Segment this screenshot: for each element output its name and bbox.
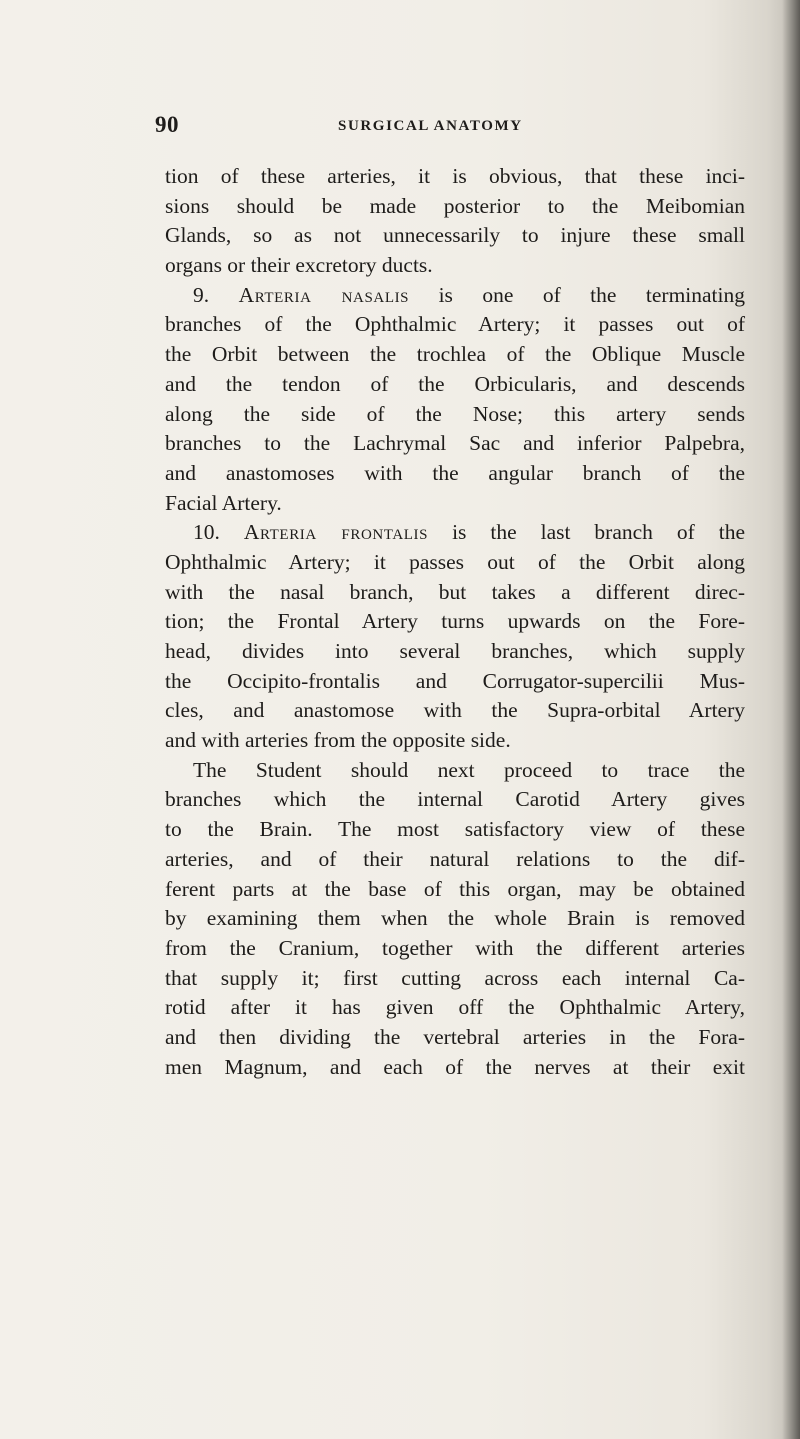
text-line: by examining them when the whole Brain is removed bbox=[165, 906, 745, 931]
page-edge-shadow bbox=[782, 0, 800, 1439]
text-line: the Occipito-frontalis and Corrugator-supercilii Mus- bbox=[165, 668, 745, 693]
text-line: along the side of the Nose; this artery sends bbox=[165, 401, 745, 426]
text-line: rotid after it has given off the Ophthalmic Artery, bbox=[165, 995, 745, 1020]
text-line: The Student should next proceed to trace the bbox=[193, 757, 745, 782]
body-text bbox=[165, 162, 745, 1082]
text-line: and the tendon of the Orbicularis, and descends bbox=[165, 371, 745, 396]
text-line: cles, and anastomose with the Supra-orbital Artery bbox=[165, 698, 745, 723]
text-line: from the Cranium, together with the different arteries bbox=[165, 935, 745, 960]
section-heading-line-nasalis bbox=[165, 281, 745, 311]
section-rest: is the last branch of the bbox=[452, 520, 746, 545]
text-line: and anastomoses with the angular branch of the bbox=[165, 460, 745, 485]
text-line: men Magnum, and each of the nerves at their exit bbox=[165, 1054, 745, 1079]
text-line: branches which the internal Carotid Artery gives bbox=[165, 787, 745, 812]
text-line: head, divides into several branches, which supply bbox=[165, 639, 745, 663]
text-line: tion; the Frontal Artery turns upwards on the Fore- bbox=[165, 609, 745, 634]
section-number: 10. bbox=[193, 520, 220, 545]
text-line: that supply it; first cutting across each internal Ca- bbox=[165, 965, 745, 990]
section-term: Arteria frontalis bbox=[243, 520, 429, 545]
text-line: and then dividing the vertebral arteries in the Fora- bbox=[165, 1024, 745, 1049]
text-line: the Orbit between the trochlea of the Oblique Muscle bbox=[165, 342, 745, 367]
text-line: tion of these arteries, it is obvious, that these inci- bbox=[165, 164, 745, 188]
running-head: SURGICAL ANATOMY bbox=[338, 118, 523, 134]
text-line: Facial Artery. bbox=[165, 490, 282, 515]
text-line: and with arteries from the opposite side. bbox=[165, 728, 511, 753]
section-term: Arteria nasalis bbox=[238, 282, 410, 307]
text-line: to the Brain. The most satisfactory view of these bbox=[165, 817, 745, 842]
text-line: ferent parts at the base of this organ, may be obtained bbox=[165, 876, 745, 901]
text-line: Glands, so as not unnecessarily to injure these small bbox=[165, 223, 745, 248]
text-line: sions should be made posterior to the Meibomian bbox=[165, 193, 745, 218]
text-line: organs or their excretory ducts. bbox=[165, 253, 433, 278]
section-number: 9. bbox=[193, 282, 210, 307]
text-line: Ophthalmic Artery; it passes out of the Orbit along bbox=[165, 549, 745, 574]
text-line: branches to the Lachrymal Sac and inferior Palpebra, bbox=[165, 431, 745, 456]
page-number: 90 bbox=[155, 112, 179, 137]
section-rest: is one of the terminating bbox=[438, 282, 745, 307]
text-line: with the nasal branch, but takes a different direc- bbox=[165, 579, 745, 604]
text-line: arteries, and of their natural relations to the dif- bbox=[165, 846, 745, 871]
section-heading-line-frontalis bbox=[165, 518, 745, 548]
text-line: branches of the Ophthalmic Artery; it passes out of bbox=[165, 312, 745, 337]
